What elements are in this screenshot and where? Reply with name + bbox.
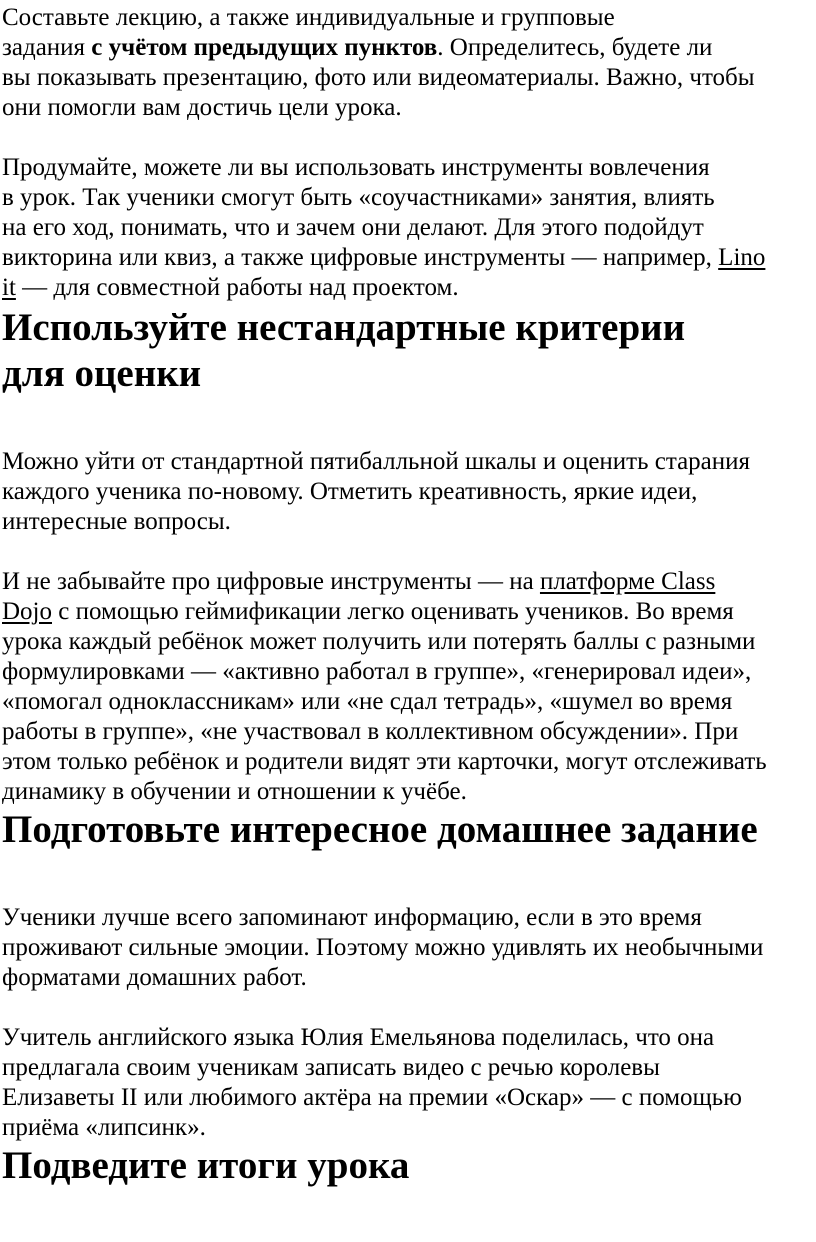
heading-assessment-criteria-line-2 — [2, 350, 201, 398]
text-span: каждого ученика по-новому. Отметить креативность, яркие идеи, — [2, 478, 698, 505]
class-dojo-link[interactable]: платформе Class — [539, 568, 716, 595]
paragraph-2-line-4 — [2, 242, 765, 274]
paragraph-4-line-4 — [2, 656, 751, 688]
text-span: работы в группе», «не участвовал в коллективном обсуждении». При — [2, 718, 739, 745]
text-span: они помогли вам достичь цели урока. — [2, 94, 402, 121]
text-span: вы показывать презентацию, фото или видеоматериалы. Важно, чтобы — [2, 64, 755, 91]
text-span: Учитель английского языка Юлия Емельянова поделилась, что она — [2, 1024, 715, 1051]
text-span: на его ход, понимать, что и зачем они делают. Для этого подойдут — [2, 214, 704, 241]
paragraph-3-line-2 — [2, 476, 697, 508]
paragraph-6-line-4 — [2, 1112, 206, 1144]
heading-text: для оценки — [2, 352, 202, 395]
paragraph-6-line-2 — [2, 1052, 660, 1084]
text-span: формулировками — «активно работал в группе», «генерировал идеи», — [2, 658, 752, 685]
text-span: в урок. Так ученики смогут быть «соучастниками» занятия, влиять — [2, 184, 715, 211]
heading-text: Подготовьте интересное домашнее задание — [2, 808, 758, 851]
text-span: Можно уйти от стандартной пятибалльной шкалы и оценить старания — [2, 448, 751, 475]
paragraph-3-line-3 — [2, 506, 231, 538]
bold-text: с учётом предыдущих пунктов — [91, 34, 438, 61]
paragraph-4-line-7 — [2, 746, 767, 778]
heading-assessment-criteria-line-1 — [2, 304, 685, 352]
text-span: . Определитесь, будете ли — [437, 34, 713, 61]
paragraph-4-line-8 — [2, 776, 467, 808]
text-span: проживают сильные эмоции. Поэтому можно удивлять их необычными — [2, 934, 764, 961]
text-span: «помогал одноклассникам» или «не сдал тетрадь», «шумел во время — [2, 688, 733, 715]
paragraph-4-line-2 — [2, 596, 734, 628]
text-span: Елизаветы II или любимого актёра на премии «Оскар» — с помощью — [2, 1084, 742, 1111]
heading-homework — [2, 806, 758, 854]
text-span: Ученики лучше всего запоминают информацию, если в это время — [2, 904, 702, 931]
paragraph-6-line-3 — [2, 1082, 742, 1114]
paragraph-2-line-2 — [2, 182, 715, 214]
text-span: динамику в обучении и отношении к учёбе. — [2, 778, 467, 805]
heading-text: Используйте нестандартные критерии — [2, 306, 686, 349]
lino-it-link[interactable]: Lino — [718, 244, 766, 271]
paragraph-3-line-1 — [2, 446, 750, 478]
paragraph-4-line-6 — [2, 716, 738, 748]
lino-it-link-continued[interactable]: it — [2, 274, 16, 301]
paragraph-2-line-3 — [2, 212, 704, 244]
paragraph-1-line-2 — [2, 32, 712, 64]
text-span: этом только ребёнок и родители видят эти карточки, могут отслеживать — [2, 748, 767, 775]
paragraph-4-line-5 — [2, 686, 732, 718]
text-span: урока каждый ребёнок может получить или потерять баллы с разными — [2, 628, 756, 655]
paragraph-6-line-1 — [2, 1022, 714, 1054]
paragraph-5-line-1 — [2, 902, 702, 934]
paragraph-2-line-5 — [2, 272, 459, 304]
text-span: интересные вопросы. — [2, 508, 231, 535]
text-span: Продумайте, можете ли вы использовать инструменты вовлечения — [2, 154, 710, 181]
text-span: приёма «липсинк». — [2, 1114, 206, 1141]
heading-lesson-summary — [2, 1142, 409, 1190]
text-span: — для совместной работы над проектом. — [15, 274, 459, 301]
text-span: викторина или квиз, а также цифровые инструменты — например, — [2, 244, 719, 271]
heading-text: Подведите итоги урока — [2, 1144, 410, 1187]
text-span: Составьте лекцию, а также индивидуальные и групповые — [2, 4, 615, 31]
paragraph-1-line-4 — [2, 92, 402, 124]
text-span: форматами домашних работ. — [2, 964, 307, 991]
text-span: с помощью геймификации легко оценивать учеников. Во время — [52, 598, 734, 625]
paragraph-2-line-1 — [2, 152, 710, 184]
text-span: задания — [2, 34, 92, 61]
paragraph-5-line-3 — [2, 962, 307, 994]
text-span: предлагала своим ученикам записать видео с речью королевы — [2, 1054, 660, 1081]
paragraph-4-line-1 — [2, 566, 715, 598]
paragraph-1-line-1 — [2, 2, 615, 34]
paragraph-4-line-3 — [2, 626, 755, 658]
paragraph-1-line-3 — [2, 62, 755, 94]
text-span: И не забывайте про цифровые инструменты — на — [2, 568, 540, 595]
class-dojo-link-continued[interactable]: Dojo — [2, 598, 52, 625]
paragraph-5-line-2 — [2, 932, 763, 964]
